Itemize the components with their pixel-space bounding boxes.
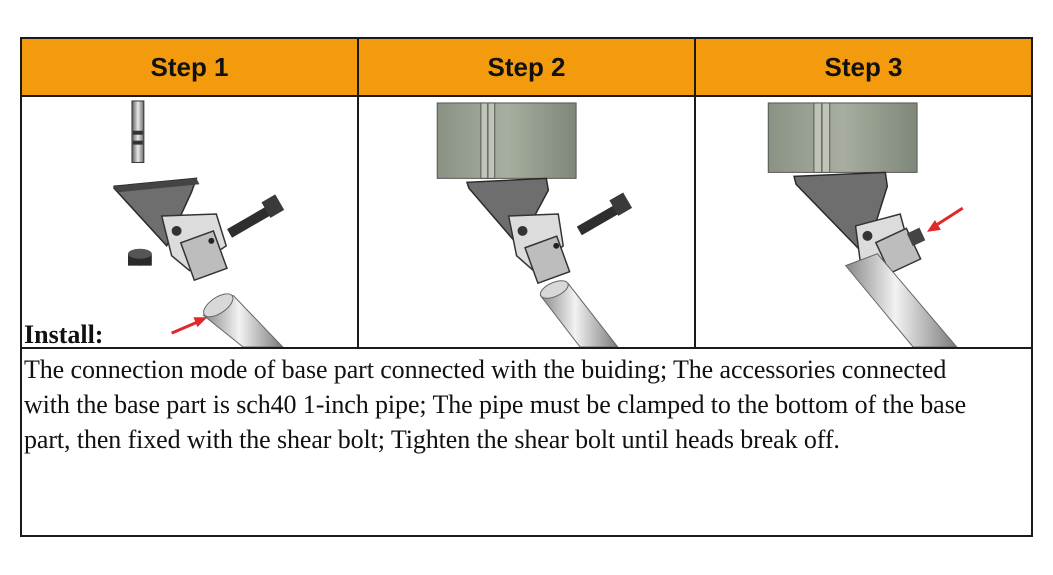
step-2-illustration <box>359 97 696 347</box>
step-1-diagram <box>22 97 357 347</box>
red-arrow-icon <box>927 208 963 232</box>
shear-bolt-icon <box>227 194 284 237</box>
nut-icon <box>128 249 152 266</box>
install-steps-table <box>20 37 1033 537</box>
step-2-header: Step 2 <box>359 39 696 95</box>
pin-icon <box>132 101 144 163</box>
step-1-illustration <box>22 97 359 347</box>
step-1-header: Step 1 <box>22 39 359 95</box>
building-column-icon <box>768 103 917 172</box>
step-2-diagram <box>359 97 694 347</box>
install-instructions <box>24 318 989 457</box>
image-row <box>22 97 1031 349</box>
install-body: The connection mode of base part connected with the buiding; The accessories connected with the base part is sch40 1-inch pipe; The pipe must be clamped to the bottom of the base part, then fixed with the shear bolt; Tighten the shear bolt until heads break off. <box>24 355 967 454</box>
header-row <box>22 39 1031 97</box>
step-3-diagram <box>696 97 1031 347</box>
base-bracket-icon <box>467 178 570 283</box>
step-3-illustration <box>696 97 1031 347</box>
building-column-icon <box>437 103 576 178</box>
shear-bolt-icon <box>577 192 632 235</box>
step-3-header: Step 3 <box>824 51 903 82</box>
install-title: Install: <box>24 320 104 349</box>
